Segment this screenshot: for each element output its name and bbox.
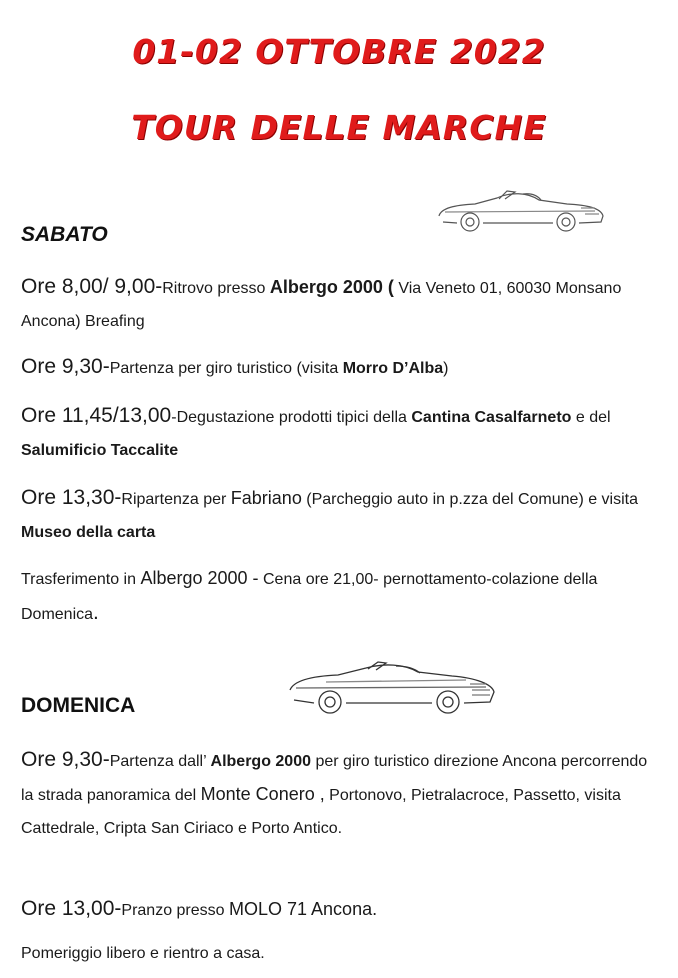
- time-label: Ore 13,00-: [21, 897, 122, 920]
- vintage-car-illustration: [435, 186, 607, 234]
- sabato-item-trasferimento: Trasferimento in Albergo 2000 - Cena ore 21,00- pernottamento-colazione della Domenica.: [21, 568, 598, 624]
- domenica-item-partenza: Ore 9,30-Partenza dall’ Albergo 2000 per giro turistico direzione Ancona percorrendo la strada panoramica del Monte Conero , Portonovo, Pietralacroce, Passetto, visita Cattedrale, Cripta San Ciriaco e Porto Antico.: [21, 748, 648, 837]
- time-label: Ore 11,45/13,00: [21, 404, 172, 427]
- vintage-car-illustration: [286, 660, 498, 716]
- time-label: Ore 9,30-: [21, 355, 110, 378]
- section-heading-sabato: SABATO: [21, 223, 108, 246]
- sabato-item-ritrovo: Ore 8,00/ 9,00-Ritrovo presso Albergo 2000 ( Via Veneto 01, 60030 Monsano Ancona) Breafing: [21, 275, 622, 330]
- sabato-item-ripartenza: Ore 13,30-Ripartenza per Fabriano (Parcheggio auto in p.zza del Comune) e visita Museo della carta: [21, 486, 639, 541]
- section-heading-domenica: DOMENICA: [21, 694, 136, 717]
- time-label: Ore 9,30-: [21, 748, 110, 771]
- sabato-item-degustazione: Ore 11,45/13,00-Degustazione prodotti tipici della Cantina Casalfarneto e del Salumificio Taccalite: [21, 404, 611, 459]
- domenica-item-pranzo: Ore 13,00-Pranzo presso MOLO 71 Ancona.: [21, 897, 378, 920]
- event-dates: 01-02 OTTOBRE 2022: [132, 32, 546, 71]
- event-title: TOUR DELLE MARCHE: [131, 108, 547, 147]
- time-label: Ore 13,30-: [21, 486, 122, 509]
- sabato-item-partenza: Ore 9,30-Partenza per giro turistico (visita Morro D’Alba): [21, 355, 449, 378]
- time-label: Ore 8,00/ 9,00-: [21, 275, 163, 298]
- domenica-item-pomeriggio: Pomeriggio libero e rientro a casa.: [21, 945, 265, 962]
